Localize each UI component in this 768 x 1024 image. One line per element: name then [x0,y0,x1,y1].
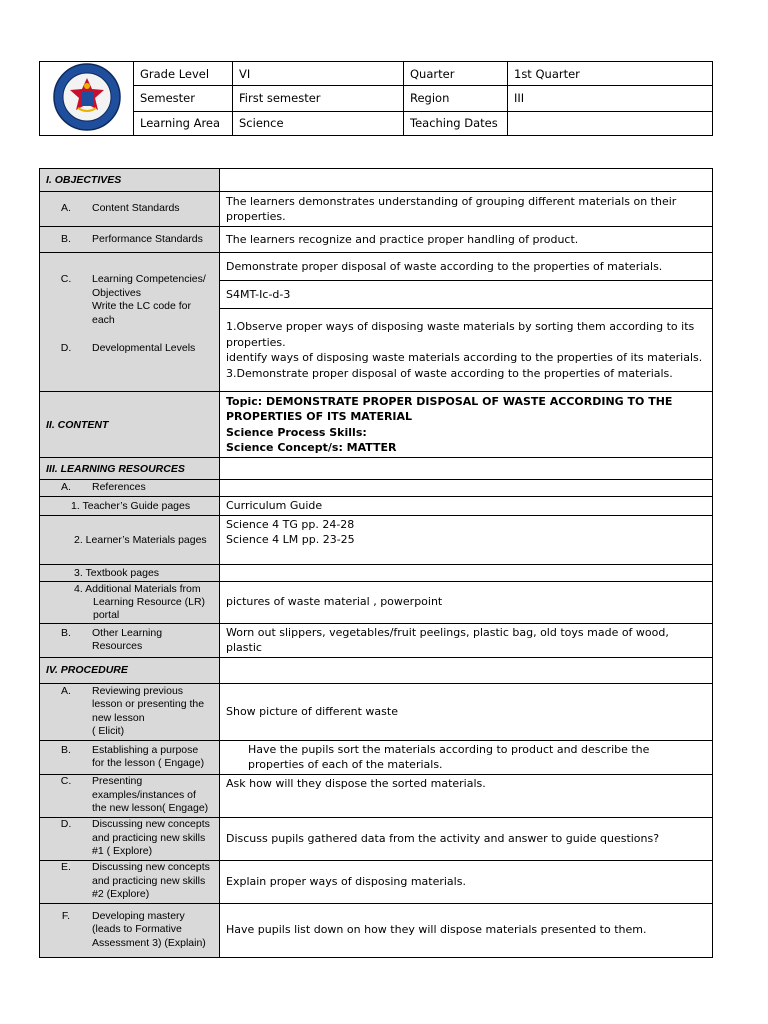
performance-standards-label [40,227,220,253]
objectives-heading: I. OBJECTIVES [40,169,220,192]
learners-materials-value [220,515,713,564]
step-line: Presenting [92,775,143,788]
developmental-levels-value [220,309,713,392]
grade-level-value: VI [233,62,404,86]
competencies-line-3: Write the LC code for [92,300,192,312]
competency-value: Demonstrate proper disposal of waste according to the properties of materials. [220,253,713,281]
item-letter: A. [61,684,71,697]
procedure-step-d-label [40,817,220,860]
learning-area-label: Learning Area [134,111,233,135]
step-line: lesson or presenting the [92,698,205,710]
procedure-step-e-value: Explain proper ways of disposing materials. [220,860,713,903]
content-standards-label [40,192,220,227]
item-letter: D. [60,342,72,354]
performance-standards-value: The learners recognize and practice proper handling of product. [220,227,713,253]
step-line: (leads to Formative [92,923,182,936]
learners-materials-label: 2. Learner’s Materials pages [40,515,220,564]
objectives-heading-value [220,169,713,192]
competencies-line-1: Learning Competencies/ [92,273,206,285]
content-topic: Topic: DEMONSTRATE PROPER DISPOSAL OF WASTE ACCORDING TO THE PROPERTIES OF ITS MATERIAL [226,394,673,423]
procedure-step-a-label [40,683,220,740]
learning-resources-heading: III. LEARNING RESOURCES [40,458,220,480]
other-resources-value: Worn out slippers, vegetables/fruit peelings, plastic bag, old toys made of wood, plastic [220,623,713,657]
item-letter: F. [61,909,71,922]
item-letter: E. [61,861,71,874]
semester-label: Semester [134,86,233,111]
quarter-value: 1st Quarter [508,62,713,86]
references-label [40,480,220,497]
step-line: Reviewing previous [92,684,184,697]
procedure-step-e-label [40,860,220,903]
region-value: III [508,86,713,111]
other-resources-line-1: Other Learning [92,626,163,639]
references-value [220,480,713,497]
procedure-heading-value [220,657,713,683]
additional-materials-line-1: 4. Additional Materials from [74,582,201,595]
textbook-pages-value [220,564,713,581]
competencies-line-4: each [92,313,115,326]
procedure-step-f-label [40,903,220,957]
step-line: for the lesson ( Engage) [92,757,205,769]
step-line: Developing mastery [92,909,185,922]
teachers-guide-label: 1. Teacher’s Guide pages [40,497,220,516]
procedure-heading: IV. PROCEDURE [40,657,220,683]
item-letter: C. [60,775,72,788]
item-label: Content Standards [92,202,180,215]
grade-level-label: Grade Level [134,62,233,86]
step-line: #2 (Explore) [92,888,150,901]
objective-1: 1.Observe proper ways of disposing waste materials by sorting them according to its properties. [226,320,695,349]
procedure-step-d-value: Discuss pupils gathered data from the activity and answer to guide questions? [220,817,713,860]
item-letter: A. [61,202,71,215]
step-line: and practicing new skills [92,831,206,844]
step-line: examples/instances of [92,788,196,801]
content-skills: Science Process Skills: [226,425,367,439]
deped-seal-logo [52,62,122,132]
teaching-dates-label: Teaching Dates [404,111,508,135]
step-line: Establishing a purpose [92,743,199,756]
textbook-pages-label: 3. Textbook pages [40,564,220,581]
item-letter: A. [61,481,71,494]
procedure-step-b-label [40,740,220,774]
procedure-step-c-value: Ask how will they dispose the sorted materials. [220,774,713,817]
step-line: Discussing new concepts [92,861,210,874]
developmental-levels-label: Developmental Levels [92,342,196,354]
procedure-step-f-value: Have pupils list down on how they will dispose materials presented to them. [220,903,713,957]
objective-3: 3.Demonstrate proper disposal of waste according to the properties of materials. [226,366,673,380]
other-resources-line-2: Resources [92,640,143,652]
tg-pages: Science 4 TG pp. 24-28 [226,517,355,531]
item-label: Performance Standards [92,232,203,245]
learning-area-value: Science [233,111,404,135]
header-table [39,61,713,136]
quarter-label: Quarter [404,62,508,86]
competencies-label [40,253,220,392]
other-resources-label [40,623,220,657]
step-line: ( Elicit) [92,725,125,737]
additional-materials-label [40,581,220,623]
lm-pages: Science 4 LM pp. 23-25 [226,533,355,546]
learning-resources-heading-value [220,458,713,480]
step-line: the new lesson( Engage) [92,802,209,815]
region-label: Region [404,86,508,111]
item-letter: D. [60,818,72,831]
step-line: #1 ( Explore) [92,845,153,858]
step-line: and practicing new skills [92,874,206,887]
content-heading: II. CONTENT [40,392,220,458]
deped-seal-cell [40,62,134,136]
lesson-plan-table [39,168,713,958]
item-letter: C. [60,273,72,285]
semester-value: First semester [233,86,404,111]
procedure-step-b-value: Have the pupils sort the materials according to product and describe the properties of each of the materials. [220,740,713,774]
content-value [220,392,713,458]
item-letter: B. [61,232,71,245]
item-label: References [92,481,146,494]
step-line: Assessment 3) (Explain) [92,936,206,949]
teaching-dates-value [508,111,713,135]
step-line: Discussing new concepts [92,818,210,831]
content-concept: Science Concept/s: MATTER [226,441,397,454]
teachers-guide-value: Curriculum Guide [220,497,713,516]
additional-materials-value: pictures of waste material , powerpoint [220,581,713,623]
step-line: new lesson [92,711,145,724]
competencies-line-2: Objectives [92,286,142,299]
additional-materials-line-2: Learning Resource (LR) [93,595,206,608]
objective-2: identify ways of disposing waste materials according to the properties of its materials. [226,351,703,364]
content-standards-value: The learners demonstrates understanding of grouping different materials on their properties. [220,192,713,227]
item-letter: B. [61,743,71,756]
procedure-step-c-label [40,774,220,817]
procedure-step-a-value: Show picture of different waste [220,683,713,740]
additional-materials-line-3: portal [93,608,120,621]
item-letter: B. [61,626,71,639]
lc-code-value: S4MT-Ic-d-3 [220,281,713,309]
